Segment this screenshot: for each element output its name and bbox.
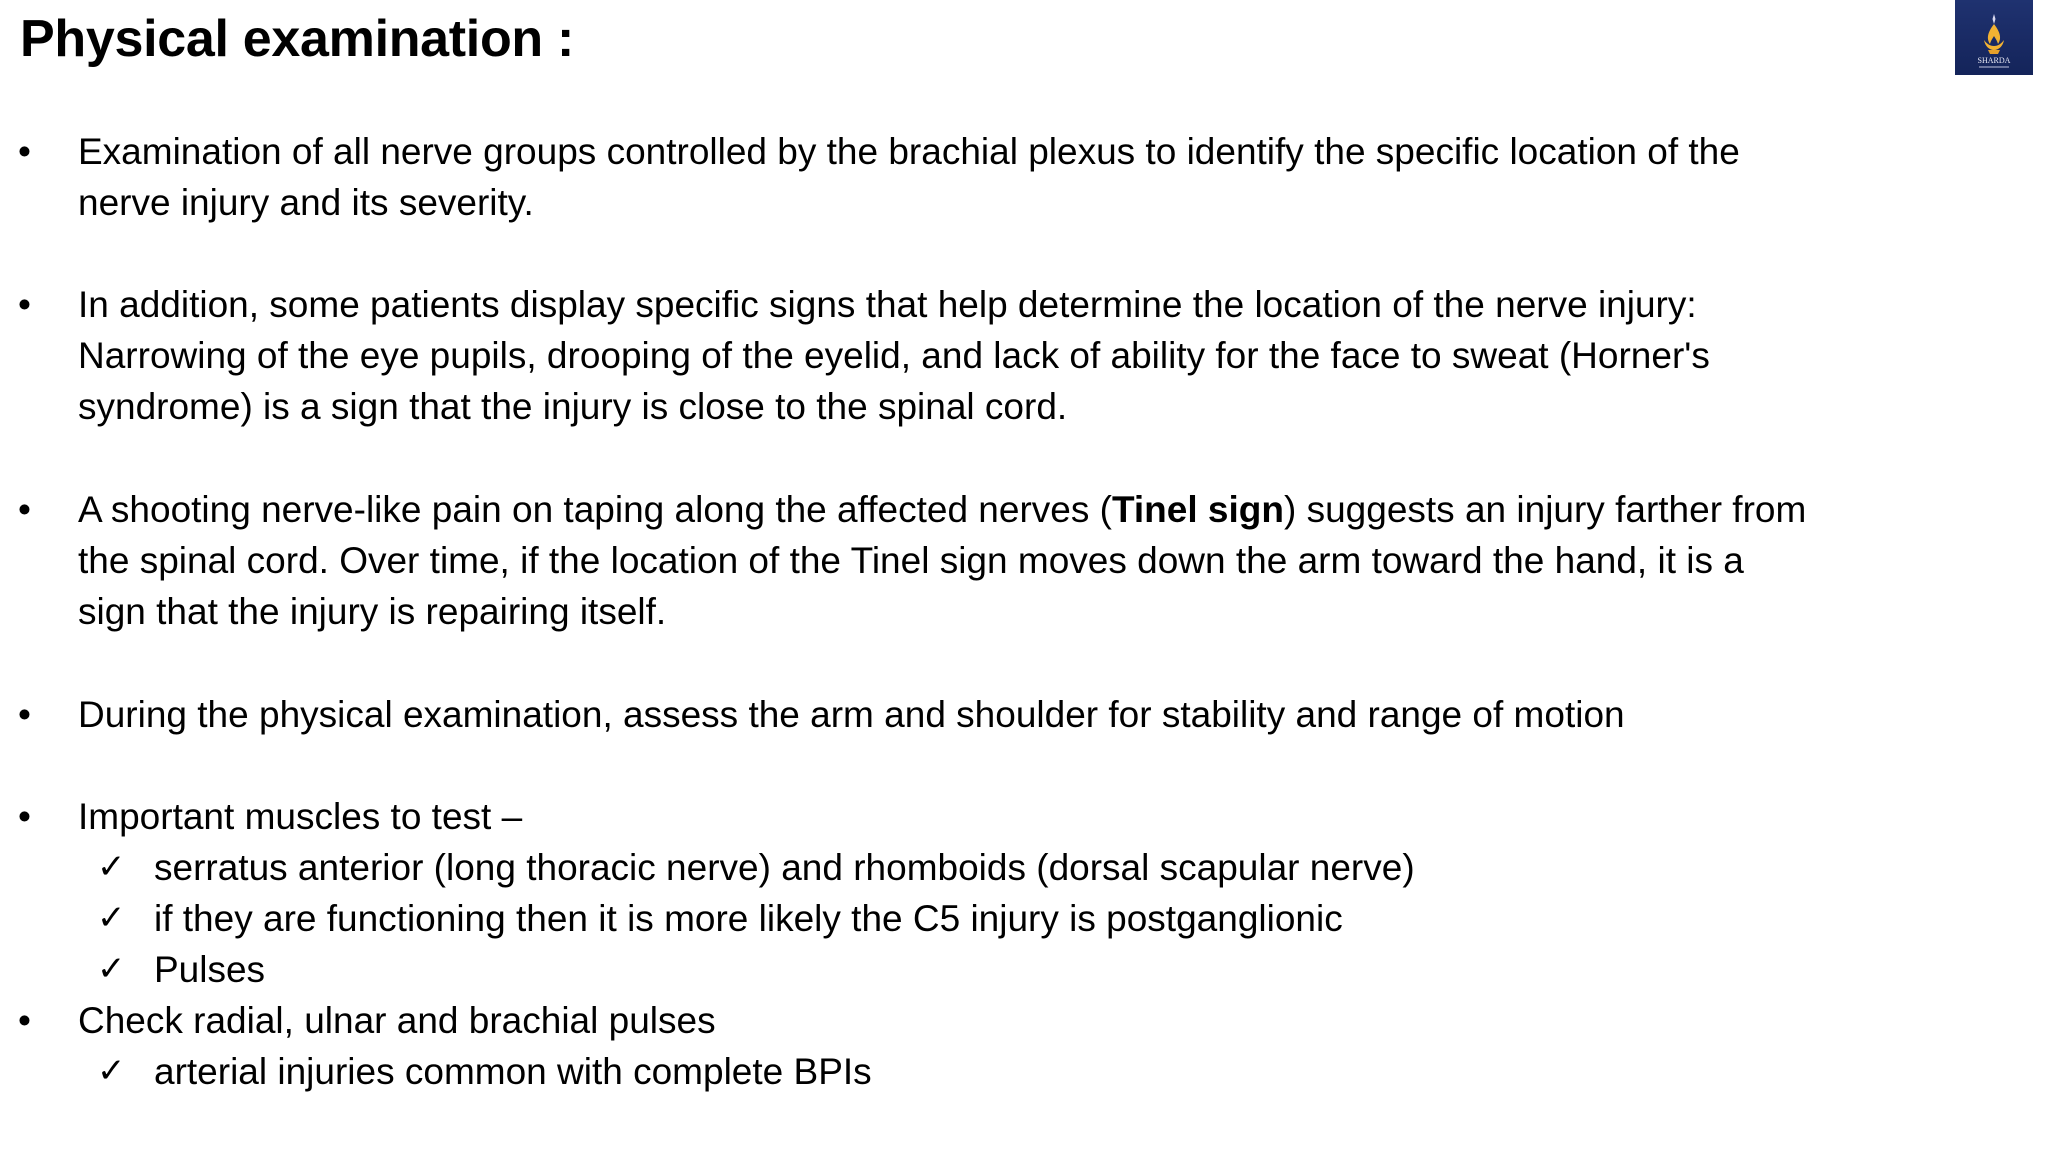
sub-item-3: Pulses	[154, 949, 266, 990]
svg-text:SHARDA: SHARDA	[1977, 56, 2011, 65]
bullet-3-text-pre: A shooting nerve-like pain on taping along the affected nerves (	[78, 489, 1112, 530]
sub-item-2: if they are functioning then it is more likely the C5 injury is postganglionic	[154, 898, 1343, 939]
tinel-sign-term: Tinel sign	[1111, 489, 1284, 530]
checkmark-icon: ✓	[97, 950, 126, 988]
bullet-icon: •	[18, 489, 31, 530]
bullet-2-line-3: syndrome) is a sign that the injury is close to the spinal cord.	[78, 386, 1068, 427]
bullet-6-line-1: Check radial, ulnar and brachial pulses	[78, 1000, 716, 1041]
bullet-icon: •	[18, 131, 31, 172]
bullet-2-line-1: In addition, some patients display specific signs that help determine the location of the nerve injury:	[78, 284, 1697, 325]
bullet-3-line-2: the spinal cord. Over time, if the location of the Tinel sign moves down the arm toward the hand, it is a	[78, 540, 1744, 581]
bullet-2-line-2: Narrowing of the eye pupils, drooping of the eyelid, and lack of ability for the face to sweat (Horner's	[78, 335, 1710, 376]
bullet-icon: •	[18, 796, 31, 837]
checkmark-icon: ✓	[97, 899, 126, 937]
sub-item-4: arterial injuries common with complete BPIs	[154, 1051, 872, 1092]
bullet-4-line-1: During the physical examination, assess the arm and shoulder for stability and range of motion	[78, 694, 1625, 735]
bullet-icon: •	[18, 284, 31, 325]
slide-title: Physical examination :	[20, 10, 575, 68]
checkmark-icon: ✓	[97, 1052, 126, 1090]
bullet-icon: •	[18, 1000, 31, 1041]
bullet-5-line-1: Important muscles to test –	[78, 796, 523, 837]
sub-item-1: serratus anterior (long thoracic nerve) and rhomboids (dorsal scapular nerve)	[154, 847, 1415, 888]
checkmark-icon: ✓	[97, 848, 126, 886]
bullet-1-line-1: Examination of all nerve groups controlled by the brachial plexus to identify the specific location of the	[78, 131, 1740, 172]
bullet-icon: •	[18, 694, 31, 735]
bullet-3-text-post: ) suggests an injury farther from	[1283, 489, 1807, 530]
bullet-3-line-1	[78, 484, 1806, 535]
bullet-3-line-3: sign that the injury is repairing itself.	[78, 591, 667, 632]
bullet-1-line-2: nerve injury and its severity.	[78, 182, 534, 223]
